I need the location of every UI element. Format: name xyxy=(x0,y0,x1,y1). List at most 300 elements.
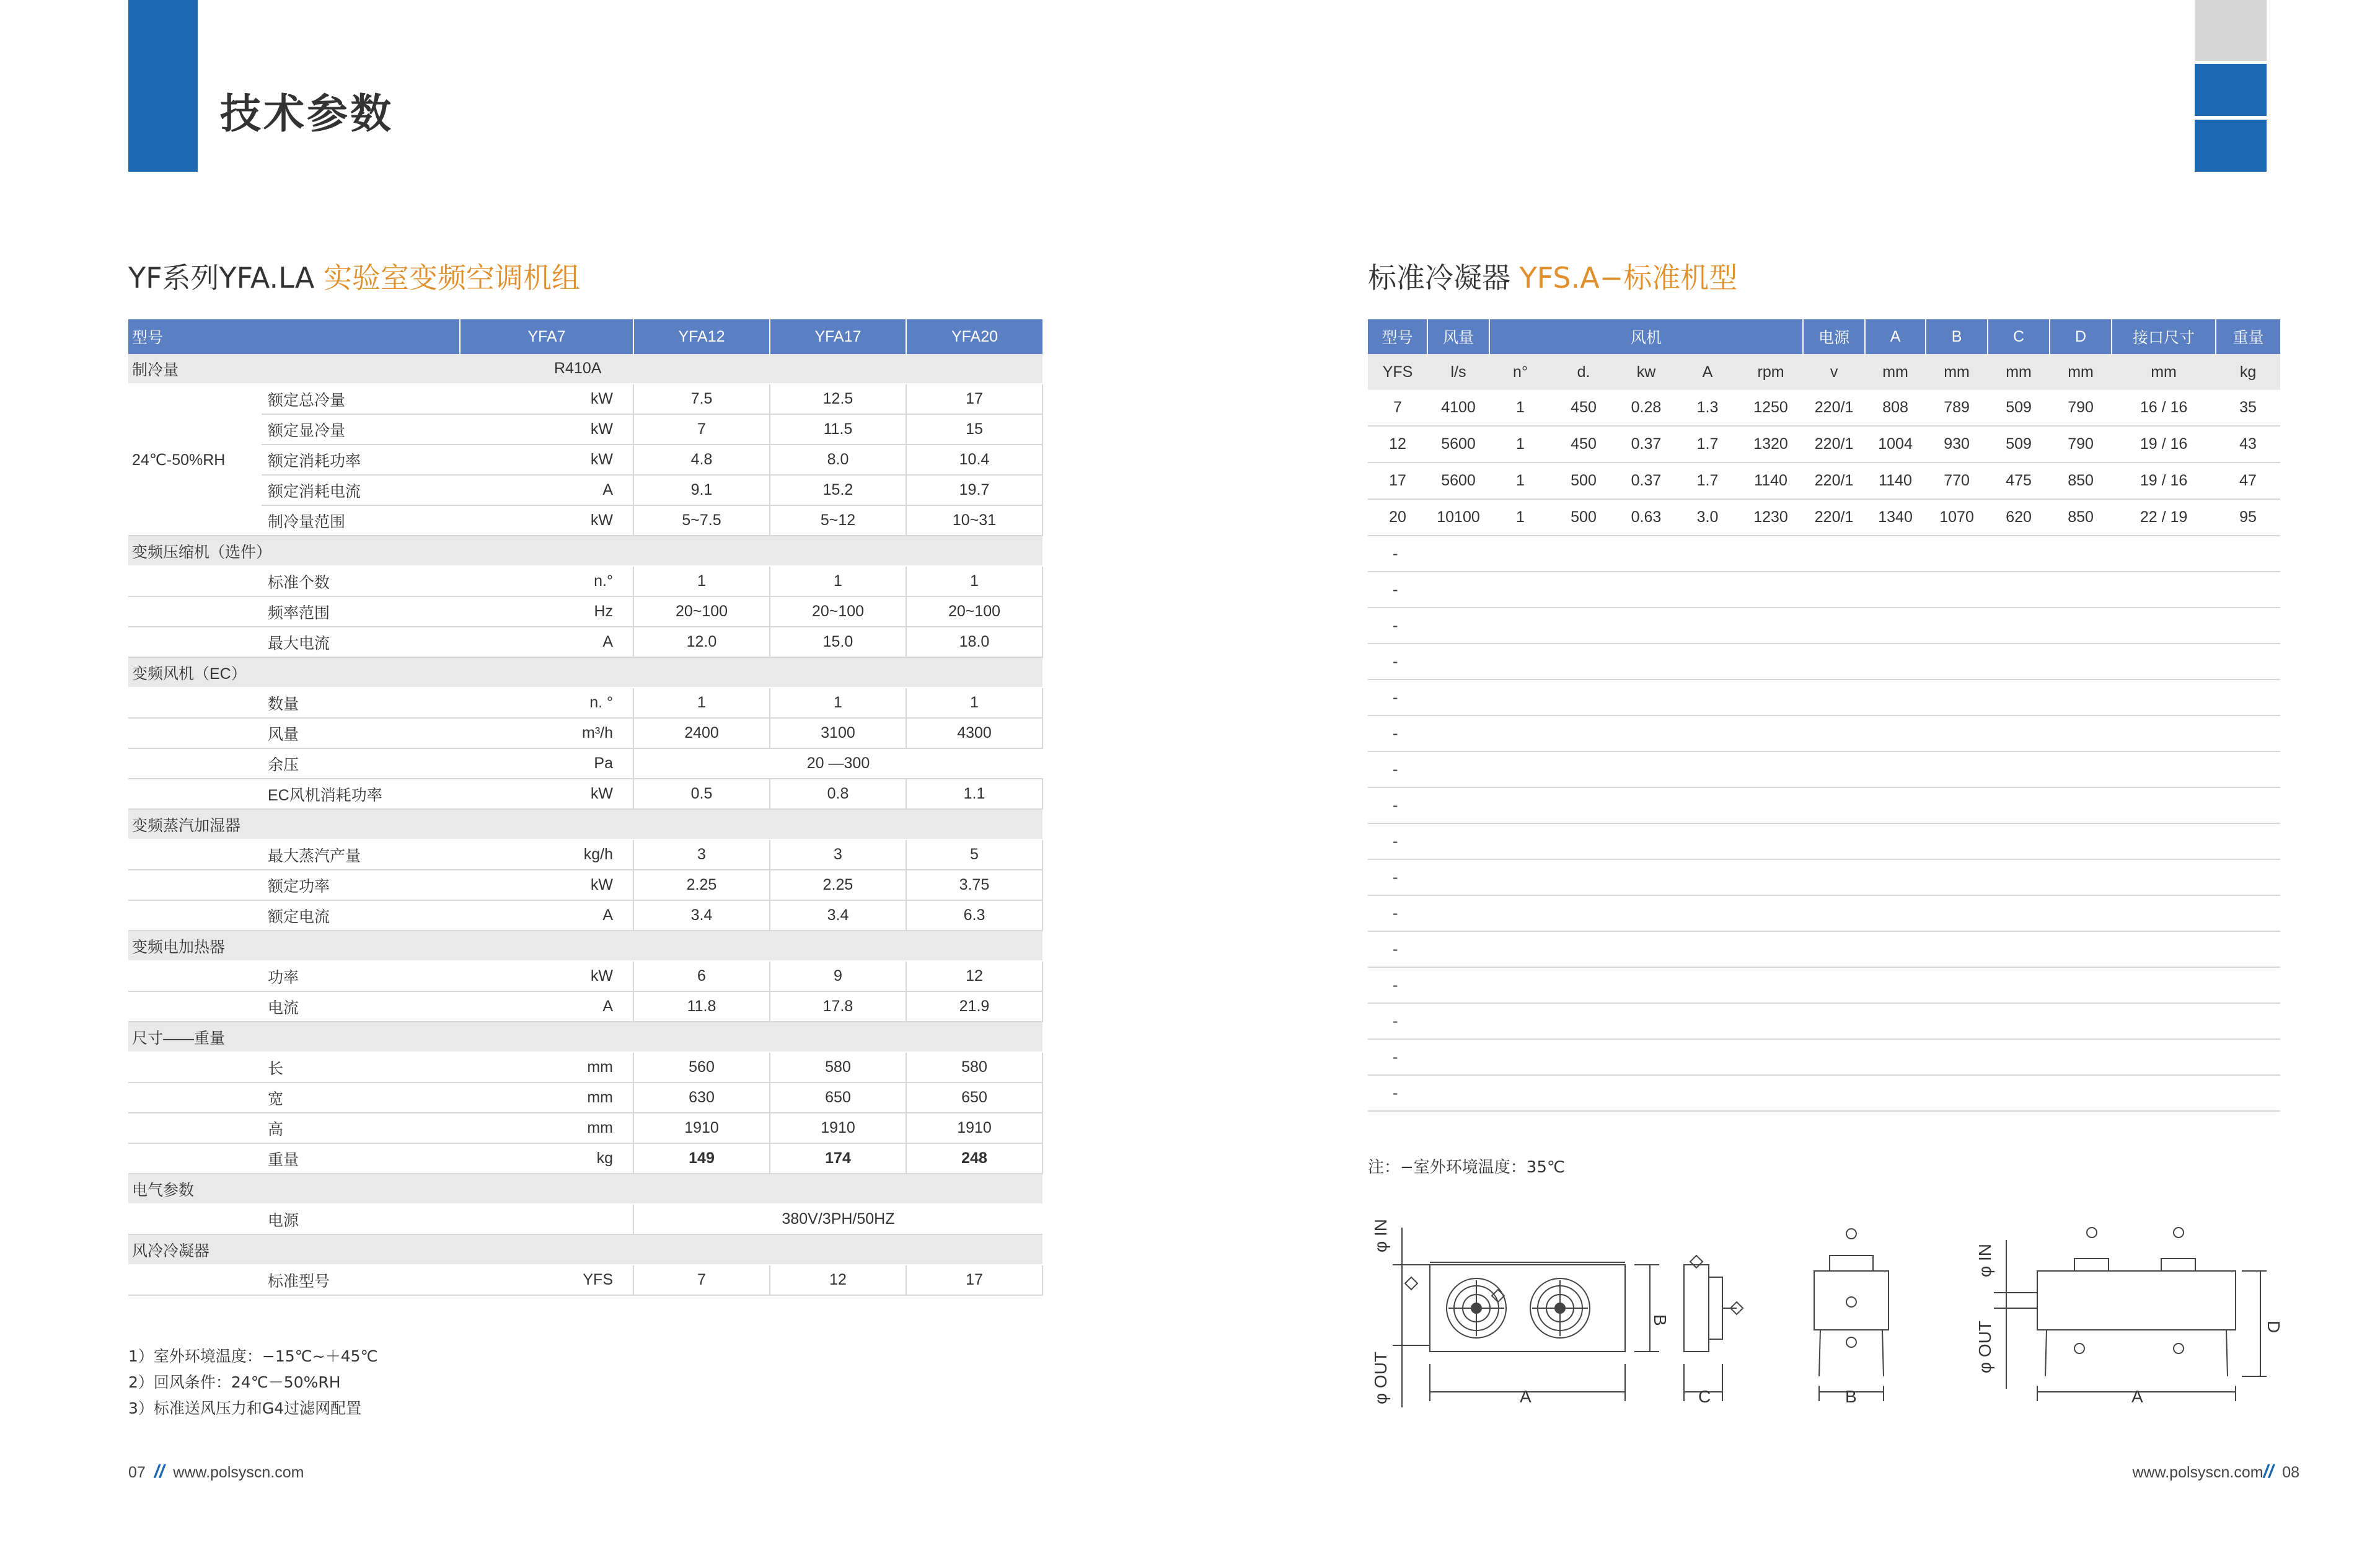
right-section-title-highlight: YFS.A−标准机型 xyxy=(1519,261,1738,294)
spec-unit: kW xyxy=(460,414,633,445)
condenser-dimension-drawings xyxy=(1368,1215,2285,1420)
condenser-subheader-cell: l/s xyxy=(1427,354,1489,390)
spec-unit: n. ° xyxy=(460,688,633,718)
spec-row xyxy=(128,718,1042,748)
spec-section-row xyxy=(128,809,1042,839)
spec-param: 制冷量范围 xyxy=(262,505,460,536)
spec-value: 9 xyxy=(770,961,906,991)
corner-tab-gray xyxy=(2195,0,2267,61)
spec-value: 5~12 xyxy=(770,505,906,536)
spec-value: 1 xyxy=(906,566,1042,596)
condenser-subheader-cell: v xyxy=(1803,354,1865,390)
condenser-empty-row xyxy=(1368,680,2280,715)
condenser-subheader-cell: kw xyxy=(1616,354,1677,390)
spec-section-label: 变频电加热器 xyxy=(128,931,1042,961)
spec-section-label: 电气参数 xyxy=(128,1174,1042,1204)
condenser-cell: 808 xyxy=(1865,390,1926,426)
condenser-dash-cell: - xyxy=(1368,967,2280,1003)
spec-value: 1.1 xyxy=(906,779,1042,809)
dim-label-in-large: φ IN xyxy=(1975,1244,1994,1277)
spec-value: 21.9 xyxy=(906,991,1042,1022)
spec-value: 2400 xyxy=(633,718,770,748)
condenser-dash-cell: - xyxy=(1368,787,2280,823)
spec-value: 12 xyxy=(906,961,1042,991)
spec-group-blank xyxy=(128,1082,262,1113)
spec-param: 频率范围 xyxy=(262,596,460,627)
condenser-header-connection: 接口尺寸 xyxy=(2112,319,2216,354)
condenser-cell: 1.3 xyxy=(1677,390,1739,426)
spec-value: 15.2 xyxy=(770,475,906,505)
condenser-cell: 930 xyxy=(1926,426,1988,463)
spec-row xyxy=(128,445,1042,475)
spec-value: 19.7 xyxy=(906,475,1042,505)
spec-unit: kg/h xyxy=(460,839,633,870)
spec-group-blank xyxy=(128,688,262,718)
condenser-cell: 0.37 xyxy=(1616,463,1677,499)
right-footer xyxy=(2132,1461,2299,1482)
spec-row xyxy=(128,779,1042,809)
spec-value: 2.25 xyxy=(633,870,770,900)
condenser-cell: 43 xyxy=(2216,426,2280,463)
condenser-dash-cell: - xyxy=(1368,608,2280,644)
condenser-cell: 620 xyxy=(1988,499,2050,536)
spec-unit: kW xyxy=(460,505,633,536)
condenser-header-row-1 xyxy=(1368,319,2280,354)
condenser-empty-row xyxy=(1368,967,2280,1003)
condenser-empty-row xyxy=(1368,751,2280,787)
spec-value: 6.3 xyxy=(906,900,1042,931)
condenser-dash-cell: - xyxy=(1368,823,2280,859)
condenser-empty-row xyxy=(1368,895,2280,931)
side-view-drawing xyxy=(1684,1255,1743,1401)
condenser-subheader-cell: n° xyxy=(1489,354,1551,390)
spec-row xyxy=(128,475,1042,505)
condenser-table-row xyxy=(1368,390,2280,426)
spec-merged-value: 380V/3PH/50HZ xyxy=(633,1204,1042,1234)
spec-group-blank xyxy=(128,718,262,748)
spec-row xyxy=(128,748,1042,779)
spec-section-row xyxy=(128,931,1042,961)
condenser-dash-cell: - xyxy=(1368,644,2280,680)
condenser-dash-cell: - xyxy=(1368,1003,2280,1039)
spec-param: 额定消耗电流 xyxy=(262,475,460,505)
condenser-cell: 5600 xyxy=(1427,463,1489,499)
spec-group-blank xyxy=(128,596,262,627)
condenser-cell: 7 xyxy=(1368,390,1427,426)
spec-value: 12.0 xyxy=(633,627,770,657)
condenser-cell: 789 xyxy=(1926,390,1988,426)
spec-group-blank xyxy=(128,779,262,809)
condenser-cell: 35 xyxy=(2216,390,2280,426)
corner-tab-blue-2 xyxy=(2195,120,2267,172)
condenser-dash-cell: - xyxy=(1368,536,2280,572)
spec-table-header xyxy=(128,319,1042,354)
condenser-cell: 1320 xyxy=(1739,426,1803,463)
spec-value: 17 xyxy=(906,1265,1042,1295)
condenser-empty-row xyxy=(1368,823,2280,859)
dim-label-a: A xyxy=(1520,1387,1532,1406)
condenser-dash-cell: - xyxy=(1368,895,2280,931)
corner-tab-blue-1 xyxy=(2195,64,2267,116)
spec-param: 数量 xyxy=(262,688,460,718)
condenser-header-power: 电源 xyxy=(1803,319,1865,354)
condenser-cell: 20 xyxy=(1368,499,1427,536)
spec-row xyxy=(128,505,1042,536)
condenser-cell: 19 / 16 xyxy=(2112,426,2216,463)
spec-value: 149 xyxy=(633,1143,770,1174)
condenser-cell: 4100 xyxy=(1427,390,1489,426)
spec-group-blank xyxy=(128,961,262,991)
spec-param: 标准型号 xyxy=(262,1265,460,1295)
condenser-cell: 790 xyxy=(2050,426,2112,463)
condenser-cell: 95 xyxy=(2216,499,2280,536)
spec-value: 7.5 xyxy=(633,384,770,414)
condenser-cell: 850 xyxy=(2050,499,2112,536)
spec-group-blank xyxy=(128,1204,262,1234)
condenser-table xyxy=(1368,319,2280,1112)
spec-value: 1 xyxy=(906,688,1042,718)
spec-value: 15.0 xyxy=(770,627,906,657)
spec-value: 650 xyxy=(770,1082,906,1113)
dim-label-a-large: A xyxy=(2131,1387,2143,1406)
condenser-cell: 16 / 16 xyxy=(2112,390,2216,426)
spec-unit: Hz xyxy=(460,596,633,627)
spec-header-spacer xyxy=(262,319,460,354)
spec-value: 17.8 xyxy=(770,991,906,1022)
spec-row xyxy=(128,627,1042,657)
spec-group-blank xyxy=(128,566,262,596)
spec-unit: n.° xyxy=(460,566,633,596)
spec-unit: A xyxy=(460,627,633,657)
spec-param: 额定显冷量 xyxy=(262,414,460,445)
spec-param: 高 xyxy=(262,1113,460,1143)
spec-row xyxy=(128,688,1042,718)
spec-value: 3 xyxy=(770,839,906,870)
cooling-condition-label: 24℃-50%RH xyxy=(128,384,262,536)
spec-header-model: YFA12 xyxy=(633,319,770,354)
spec-section-row xyxy=(128,1174,1042,1204)
left-note: 3）标准送风压力和G4过滤网配置 xyxy=(128,1399,362,1417)
spec-param: 宽 xyxy=(262,1082,460,1113)
condenser-subheader-cell: mm xyxy=(1926,354,1988,390)
spec-value: 3.4 xyxy=(633,900,770,931)
spec-value: 10~31 xyxy=(906,505,1042,536)
condenser-cell: 1 xyxy=(1489,463,1551,499)
condenser-subheader-cell: mm xyxy=(1988,354,2050,390)
spec-section-row xyxy=(128,354,1042,384)
condenser-cell: 1250 xyxy=(1739,390,1803,426)
header-accent-bar xyxy=(128,0,198,172)
spec-value: 4.8 xyxy=(633,445,770,475)
condenser-subheader-cell: kg xyxy=(2216,354,2280,390)
spec-unit: A xyxy=(460,475,633,505)
spec-param: 电流 xyxy=(262,991,460,1022)
large-unit-drawing xyxy=(1994,1228,2267,1401)
end-view-drawing xyxy=(1814,1229,1889,1401)
spec-group-blank xyxy=(128,870,262,900)
front-view-drawing xyxy=(1393,1228,1659,1407)
spec-value: 1 xyxy=(770,566,906,596)
spec-param: 额定电流 xyxy=(262,900,460,931)
condenser-header-c: C xyxy=(1988,319,2050,354)
condenser-empty-row xyxy=(1368,931,2280,967)
condenser-empty-row xyxy=(1368,787,2280,823)
spec-value: 3.4 xyxy=(770,900,906,931)
spec-unit: m³/h xyxy=(460,718,633,748)
condenser-empty-row xyxy=(1368,608,2280,644)
spec-row xyxy=(128,1113,1042,1143)
spec-value: 12 xyxy=(770,1265,906,1295)
spec-value: 20~100 xyxy=(633,596,770,627)
dim-label-c: C xyxy=(1698,1387,1711,1406)
spec-unit: YFS xyxy=(460,1265,633,1295)
spec-row xyxy=(128,1052,1042,1082)
spec-value: 1910 xyxy=(633,1113,770,1143)
condenser-cell: 1004 xyxy=(1865,426,1926,463)
condenser-footnote: 注：−室外环境温度：35℃ xyxy=(1368,1158,1566,1177)
condenser-cell: 1230 xyxy=(1739,499,1803,536)
spec-unit: kW xyxy=(460,870,633,900)
dim-label-d: D xyxy=(2264,1321,2283,1334)
spec-section-label: 制冷量 xyxy=(128,354,262,384)
condenser-dash-cell: - xyxy=(1368,1075,2280,1111)
spec-value: 5~7.5 xyxy=(633,505,770,536)
condenser-cell: 1.7 xyxy=(1677,463,1739,499)
footer-url-left[interactable]: www.polsyscn.com xyxy=(173,1464,304,1481)
dim-label-out: φ OUT xyxy=(1371,1351,1390,1404)
spec-value: 1910 xyxy=(906,1113,1042,1143)
condenser-cell: 1140 xyxy=(1865,463,1926,499)
condenser-cell: 220/1 xyxy=(1803,390,1865,426)
condenser-dash-cell: - xyxy=(1368,680,2280,715)
spec-unit: kW xyxy=(460,779,633,809)
spec-row xyxy=(128,596,1042,627)
spec-param: 最大电流 xyxy=(262,627,460,657)
condenser-cell: 5600 xyxy=(1427,426,1489,463)
condenser-dash-cell: - xyxy=(1368,715,2280,751)
spec-value: 630 xyxy=(633,1082,770,1113)
condenser-dash-cell: - xyxy=(1368,572,2280,608)
spec-value: 3100 xyxy=(770,718,906,748)
spec-value: 650 xyxy=(906,1082,1042,1113)
spec-param: 电源 xyxy=(262,1204,460,1234)
spec-value: 15 xyxy=(906,414,1042,445)
spec-row xyxy=(128,384,1042,414)
condenser-subheader-cell: mm xyxy=(2050,354,2112,390)
spec-row xyxy=(128,991,1042,1022)
spec-value: 2.25 xyxy=(770,870,906,900)
spec-param: 最大蒸汽产量 xyxy=(262,839,460,870)
spec-value: 174 xyxy=(770,1143,906,1174)
condenser-empty-row xyxy=(1368,572,2280,608)
condenser-cell: 19 / 16 xyxy=(2112,463,2216,499)
spec-header-model: YFA17 xyxy=(770,319,906,354)
spec-param: 额定总冷量 xyxy=(262,384,460,414)
condenser-header-air: 风量 xyxy=(1427,319,1489,354)
spec-unit: mm xyxy=(460,1113,633,1143)
spec-row xyxy=(128,870,1042,900)
condenser-cell: 1 xyxy=(1489,499,1551,536)
spec-row xyxy=(128,839,1042,870)
spec-unit: kW xyxy=(460,384,633,414)
spec-value: 4300 xyxy=(906,718,1042,748)
left-note: 1）室外环境温度：−15℃~＋45℃ xyxy=(128,1347,378,1365)
spec-header-model-label: 型号 xyxy=(128,319,262,354)
spec-value: 20~100 xyxy=(770,596,906,627)
spec-group-blank xyxy=(128,1265,262,1295)
spec-value: 5 xyxy=(906,839,1042,870)
spec-row xyxy=(128,961,1042,991)
condenser-cell: 1 xyxy=(1489,390,1551,426)
condenser-table-row xyxy=(1368,463,2280,499)
spec-section-label: 风冷冷凝器 xyxy=(128,1234,1042,1265)
left-section-title-highlight: 实验室变频空调机组 xyxy=(323,261,580,294)
spec-value: 580 xyxy=(770,1052,906,1082)
condenser-empty-row xyxy=(1368,715,2280,751)
spec-value: 7 xyxy=(633,1265,770,1295)
spec-param: 余压 xyxy=(262,748,460,779)
footer-url-right[interactable]: www.polsyscn.com xyxy=(2132,1464,2263,1481)
spec-value: 8.0 xyxy=(770,445,906,475)
condenser-empty-row xyxy=(1368,1039,2280,1075)
condenser-header-model: 型号 xyxy=(1368,319,1427,354)
condenser-cell: 1.7 xyxy=(1677,426,1739,463)
condenser-dash-cell: - xyxy=(1368,931,2280,967)
spec-value: 1 xyxy=(770,688,906,718)
spec-section-label: 变频蒸汽加湿器 xyxy=(128,809,1042,839)
spec-unit-blank xyxy=(460,1204,633,1234)
spec-value: 0.8 xyxy=(770,779,906,809)
spec-param: 风量 xyxy=(262,718,460,748)
condenser-cell: 770 xyxy=(1926,463,1988,499)
spec-header-model: YFA20 xyxy=(906,319,1042,354)
page-title: 技术参数 xyxy=(220,90,394,138)
spec-value: 560 xyxy=(633,1052,770,1082)
condenser-cell: 22 / 19 xyxy=(2112,499,2216,536)
spec-group-blank xyxy=(128,991,262,1022)
condenser-cell: 10100 xyxy=(1427,499,1489,536)
spec-value: 9.1 xyxy=(633,475,770,505)
spec-value: 10.4 xyxy=(906,445,1042,475)
spec-group-blank xyxy=(128,839,262,870)
spec-value: 7 xyxy=(633,414,770,445)
spec-value: 12.5 xyxy=(770,384,906,414)
spec-value: 18.0 xyxy=(906,627,1042,657)
spec-param: 额定功率 xyxy=(262,870,460,900)
spec-value: 580 xyxy=(906,1052,1042,1082)
spec-section-row xyxy=(128,657,1042,688)
spec-param: 重量 xyxy=(262,1143,460,1174)
spec-merged-value: 20 —300 xyxy=(633,748,1042,779)
condenser-header-d: D xyxy=(2050,319,2112,354)
left-footer xyxy=(128,1461,304,1482)
condenser-cell: 475 xyxy=(1988,463,2050,499)
condenser-cell: 509 xyxy=(1988,390,2050,426)
left-section-title-prefix: YF系列YFA.LA xyxy=(128,261,324,294)
condenser-cell: 450 xyxy=(1551,390,1616,426)
condenser-empty-row xyxy=(1368,859,2280,895)
page-number-right: 08 xyxy=(2282,1464,2299,1481)
spec-row xyxy=(128,1143,1042,1174)
spec-table xyxy=(128,319,1042,1296)
spec-param: EC风机消耗功率 xyxy=(262,779,460,809)
spec-value: 1 xyxy=(633,566,770,596)
spec-value: 6 xyxy=(633,961,770,991)
spec-unit: kW xyxy=(460,961,633,991)
condenser-cell: 1340 xyxy=(1865,499,1926,536)
condenser-empty-row xyxy=(1368,536,2280,572)
spec-param: 长 xyxy=(262,1052,460,1082)
spec-unit: kg xyxy=(460,1143,633,1174)
spec-group-blank xyxy=(128,900,262,931)
condenser-cell: 47 xyxy=(2216,463,2280,499)
spec-section-label: 变频风机（EC） xyxy=(128,657,1042,688)
spec-value: 20~100 xyxy=(906,596,1042,627)
condenser-subheader-cell: A xyxy=(1677,354,1739,390)
condenser-cell: 12 xyxy=(1368,426,1427,463)
spec-unit: kW xyxy=(460,445,633,475)
spec-row xyxy=(128,900,1042,931)
condenser-cell: 1 xyxy=(1489,426,1551,463)
spec-group-blank xyxy=(128,1113,262,1143)
spec-value: 0.5 xyxy=(633,779,770,809)
condenser-subheader-cell: d. xyxy=(1551,354,1616,390)
spec-group-blank xyxy=(128,1143,262,1174)
spec-param: 功率 xyxy=(262,961,460,991)
spec-unit: mm xyxy=(460,1052,633,1082)
condenser-cell: 17 xyxy=(1368,463,1427,499)
spec-section-row xyxy=(128,1234,1042,1265)
condenser-cell: 1070 xyxy=(1926,499,1988,536)
spec-section-row xyxy=(128,1022,1042,1052)
condenser-subheader-cell: mm xyxy=(2112,354,2216,390)
spec-param: 标准个数 xyxy=(262,566,460,596)
condenser-table-row xyxy=(1368,426,2280,463)
condenser-cell: 0.63 xyxy=(1616,499,1677,536)
spec-row xyxy=(128,414,1042,445)
condenser-subheader-cell: YFS xyxy=(1368,354,1427,390)
spec-header-model: YFA7 xyxy=(460,319,633,354)
condenser-subheader-cell: rpm xyxy=(1739,354,1803,390)
right-section-title-prefix: 标准冷凝器 xyxy=(1368,261,1520,294)
condenser-header-b: B xyxy=(1926,319,1988,354)
spec-value: 17 xyxy=(906,384,1042,414)
spec-unit: A xyxy=(460,991,633,1022)
spec-group-blank xyxy=(128,748,262,779)
spec-row xyxy=(128,1204,1042,1234)
condenser-cell: 220/1 xyxy=(1803,426,1865,463)
condenser-empty-row xyxy=(1368,1075,2280,1111)
condenser-cell: 790 xyxy=(2050,390,2112,426)
spec-row xyxy=(128,566,1042,596)
spec-group-blank xyxy=(128,1052,262,1082)
spec-section-row xyxy=(128,536,1042,566)
condenser-header-fan: 风机 xyxy=(1489,319,1803,354)
dim-label-in: φ IN xyxy=(1371,1219,1390,1252)
condenser-header-weight: 重量 xyxy=(2216,319,2280,354)
spec-value: 1910 xyxy=(770,1113,906,1143)
condenser-cell: 1140 xyxy=(1739,463,1803,499)
left-section-title xyxy=(128,255,580,296)
right-section-title xyxy=(1368,255,1737,296)
spec-value: 11.5 xyxy=(770,414,906,445)
spec-section-label: 变频压缩机（选件） xyxy=(128,536,1042,566)
condenser-cell: 220/1 xyxy=(1803,499,1865,536)
condenser-cell: 500 xyxy=(1551,499,1616,536)
footer-slashes: // xyxy=(154,1461,165,1482)
condenser-cell: 509 xyxy=(1988,426,2050,463)
condenser-cell: 500 xyxy=(1551,463,1616,499)
